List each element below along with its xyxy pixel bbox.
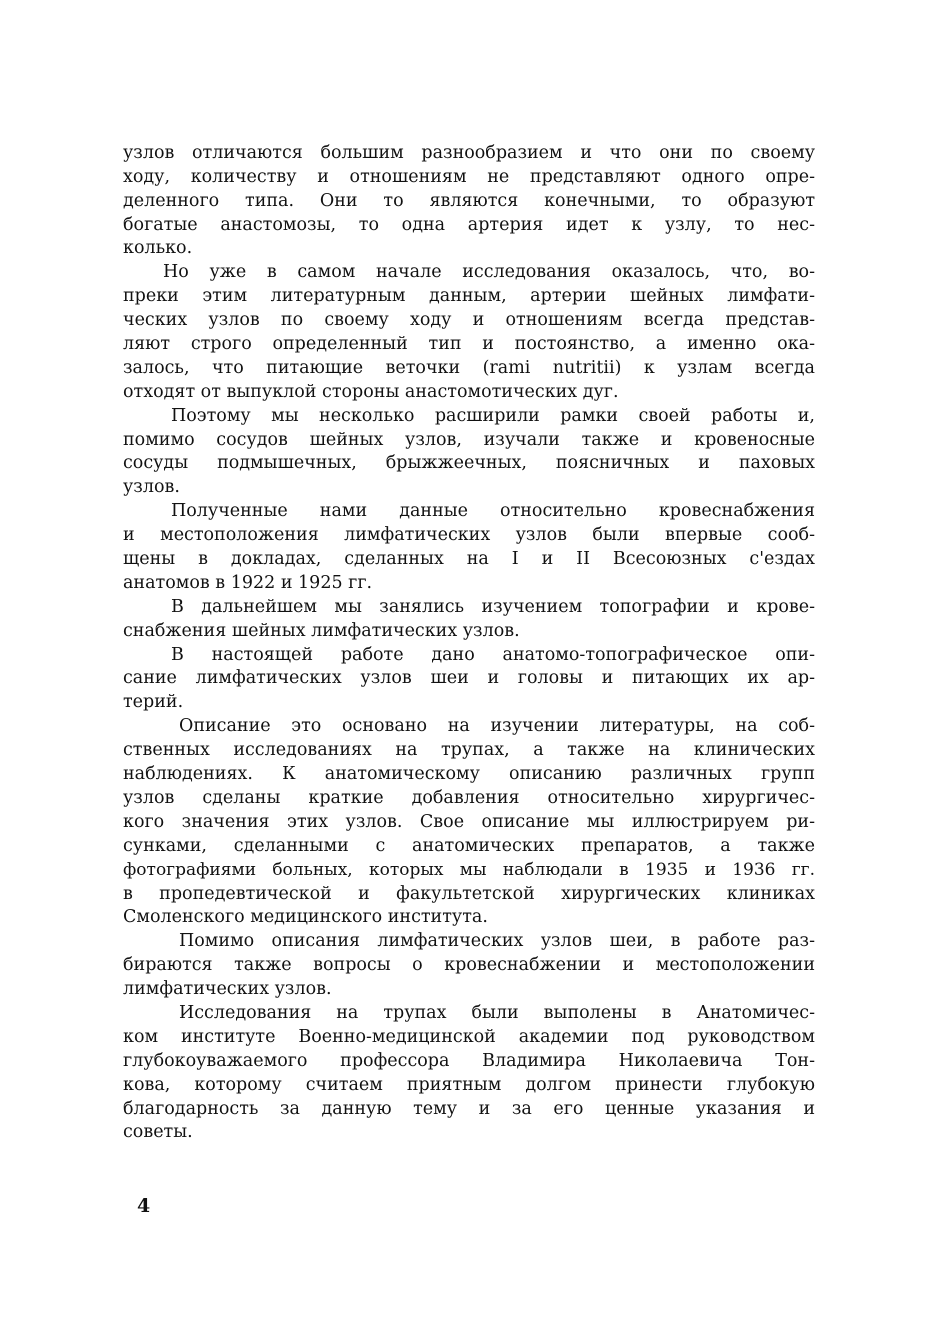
text-line: советы. <box>123 1122 193 1143</box>
text-line: В дальнейшем мы занялись изучением топографии и крове- <box>171 596 815 617</box>
text-line: залось, что питающие веточки (rami nutritii) к узлам всегда <box>123 357 815 378</box>
text-line: узлов сделаны краткие добавления относительно хирургичес- <box>123 787 815 808</box>
text-line: деленного типа. Они то являются конечными, то образуют <box>123 190 815 211</box>
text-line: В настоящей работе дано анатомо-топографическое опи- <box>171 644 815 665</box>
text-line: кого значения этих узлов. Свое описание мы иллюстрируем ри- <box>123 811 815 832</box>
text-line: ляют строго определенный тип и постоянство, а именно ока- <box>123 334 815 355</box>
text-line: ственных исследованиях на трупах, а также на клинических <box>123 740 815 761</box>
body-text <box>123 118 815 1145</box>
page-number: 4 <box>137 1195 151 1217</box>
text-line: Смоленского медицинского института. <box>123 907 488 928</box>
text-line: узлов. <box>123 477 180 498</box>
text-line: и местоположения лимфатических узлов были впервые сооб- <box>123 525 815 546</box>
text-line: ческих узлов по своему ходу и отношениям всегда представ- <box>123 310 815 331</box>
text-line: отходят от выпуклой стороны анастомотических дуг. <box>123 381 619 402</box>
text-line: бираются также вопросы о кровеснабжении и местоположении <box>123 955 815 976</box>
text-line: ходу, количеству и отношениям не представляют одного опре- <box>123 166 815 187</box>
text-line: сунками, сделанными с анатомических препаратов, а также <box>123 835 815 856</box>
text-line: узлов отличаются большим разнообразием и что они по своему <box>123 142 815 163</box>
text-line: богатые анастомозы, то одна артерия идет к узлу, то нес- <box>123 214 815 235</box>
text-line: преки этим литературным данным, артерии шейных лимфати- <box>123 286 815 307</box>
text-line: терий. <box>123 692 184 713</box>
text-line: помимо сосудов шейных узлов, изучали также и кровеносные <box>123 429 815 450</box>
text-line: колько. <box>123 238 193 259</box>
text-line: фотографиями больных, которых мы наблюдали в 1935 и 1936 гг. <box>123 859 815 880</box>
text-line: Описание это основано на изучении литературы, на соб- <box>179 716 815 737</box>
text-line: щены в докладах, сделанных на I и II Всесоюзных с'ездах <box>123 549 815 570</box>
text-line: кова, которому считаем приятным долгом принести глубокую <box>123 1074 815 1095</box>
text-line: снабжения шейных лимфатических узлов. <box>123 620 520 641</box>
text-line: Поэтому мы несколько расширили рамки своей работы и, <box>171 405 815 426</box>
text-line: Полученные нами данные относительно кровеснабжения <box>171 501 815 522</box>
text-line: Но уже в самом начале исследования оказалось, что, во- <box>163 262 815 283</box>
text-line: анатомов в 1922 и 1925 гг. <box>123 572 373 593</box>
text-line: лимфатических узлов. <box>123 979 332 1000</box>
text-line: наблюдениях. К анатомическому описанию различных групп <box>123 764 815 785</box>
text-line: ком институте Военно-медицинской академии под руководством <box>123 1026 815 1047</box>
text-line: в пропедевтической и факультетской хирургических клиниках <box>123 883 815 904</box>
text-line: Исследования на трупах были выполены в Анатомичес- <box>179 1002 815 1023</box>
text-line: глубокоуважаемого профессора Владимира Николаевича Тон- <box>123 1050 815 1071</box>
text-line <box>123 118 815 142</box>
text-line: сосуды подмышечных, брыжжеечных, поясничных и паховых <box>123 453 815 474</box>
text-line: сание лимфатических узлов шеи и головы и питающих их ар- <box>123 668 815 689</box>
text-line: благодарность за данную тему и за его ценные указания и <box>123 1098 815 1119</box>
text-line: Помимо описания лимфатических узлов шеи, в работе раз- <box>179 931 815 952</box>
